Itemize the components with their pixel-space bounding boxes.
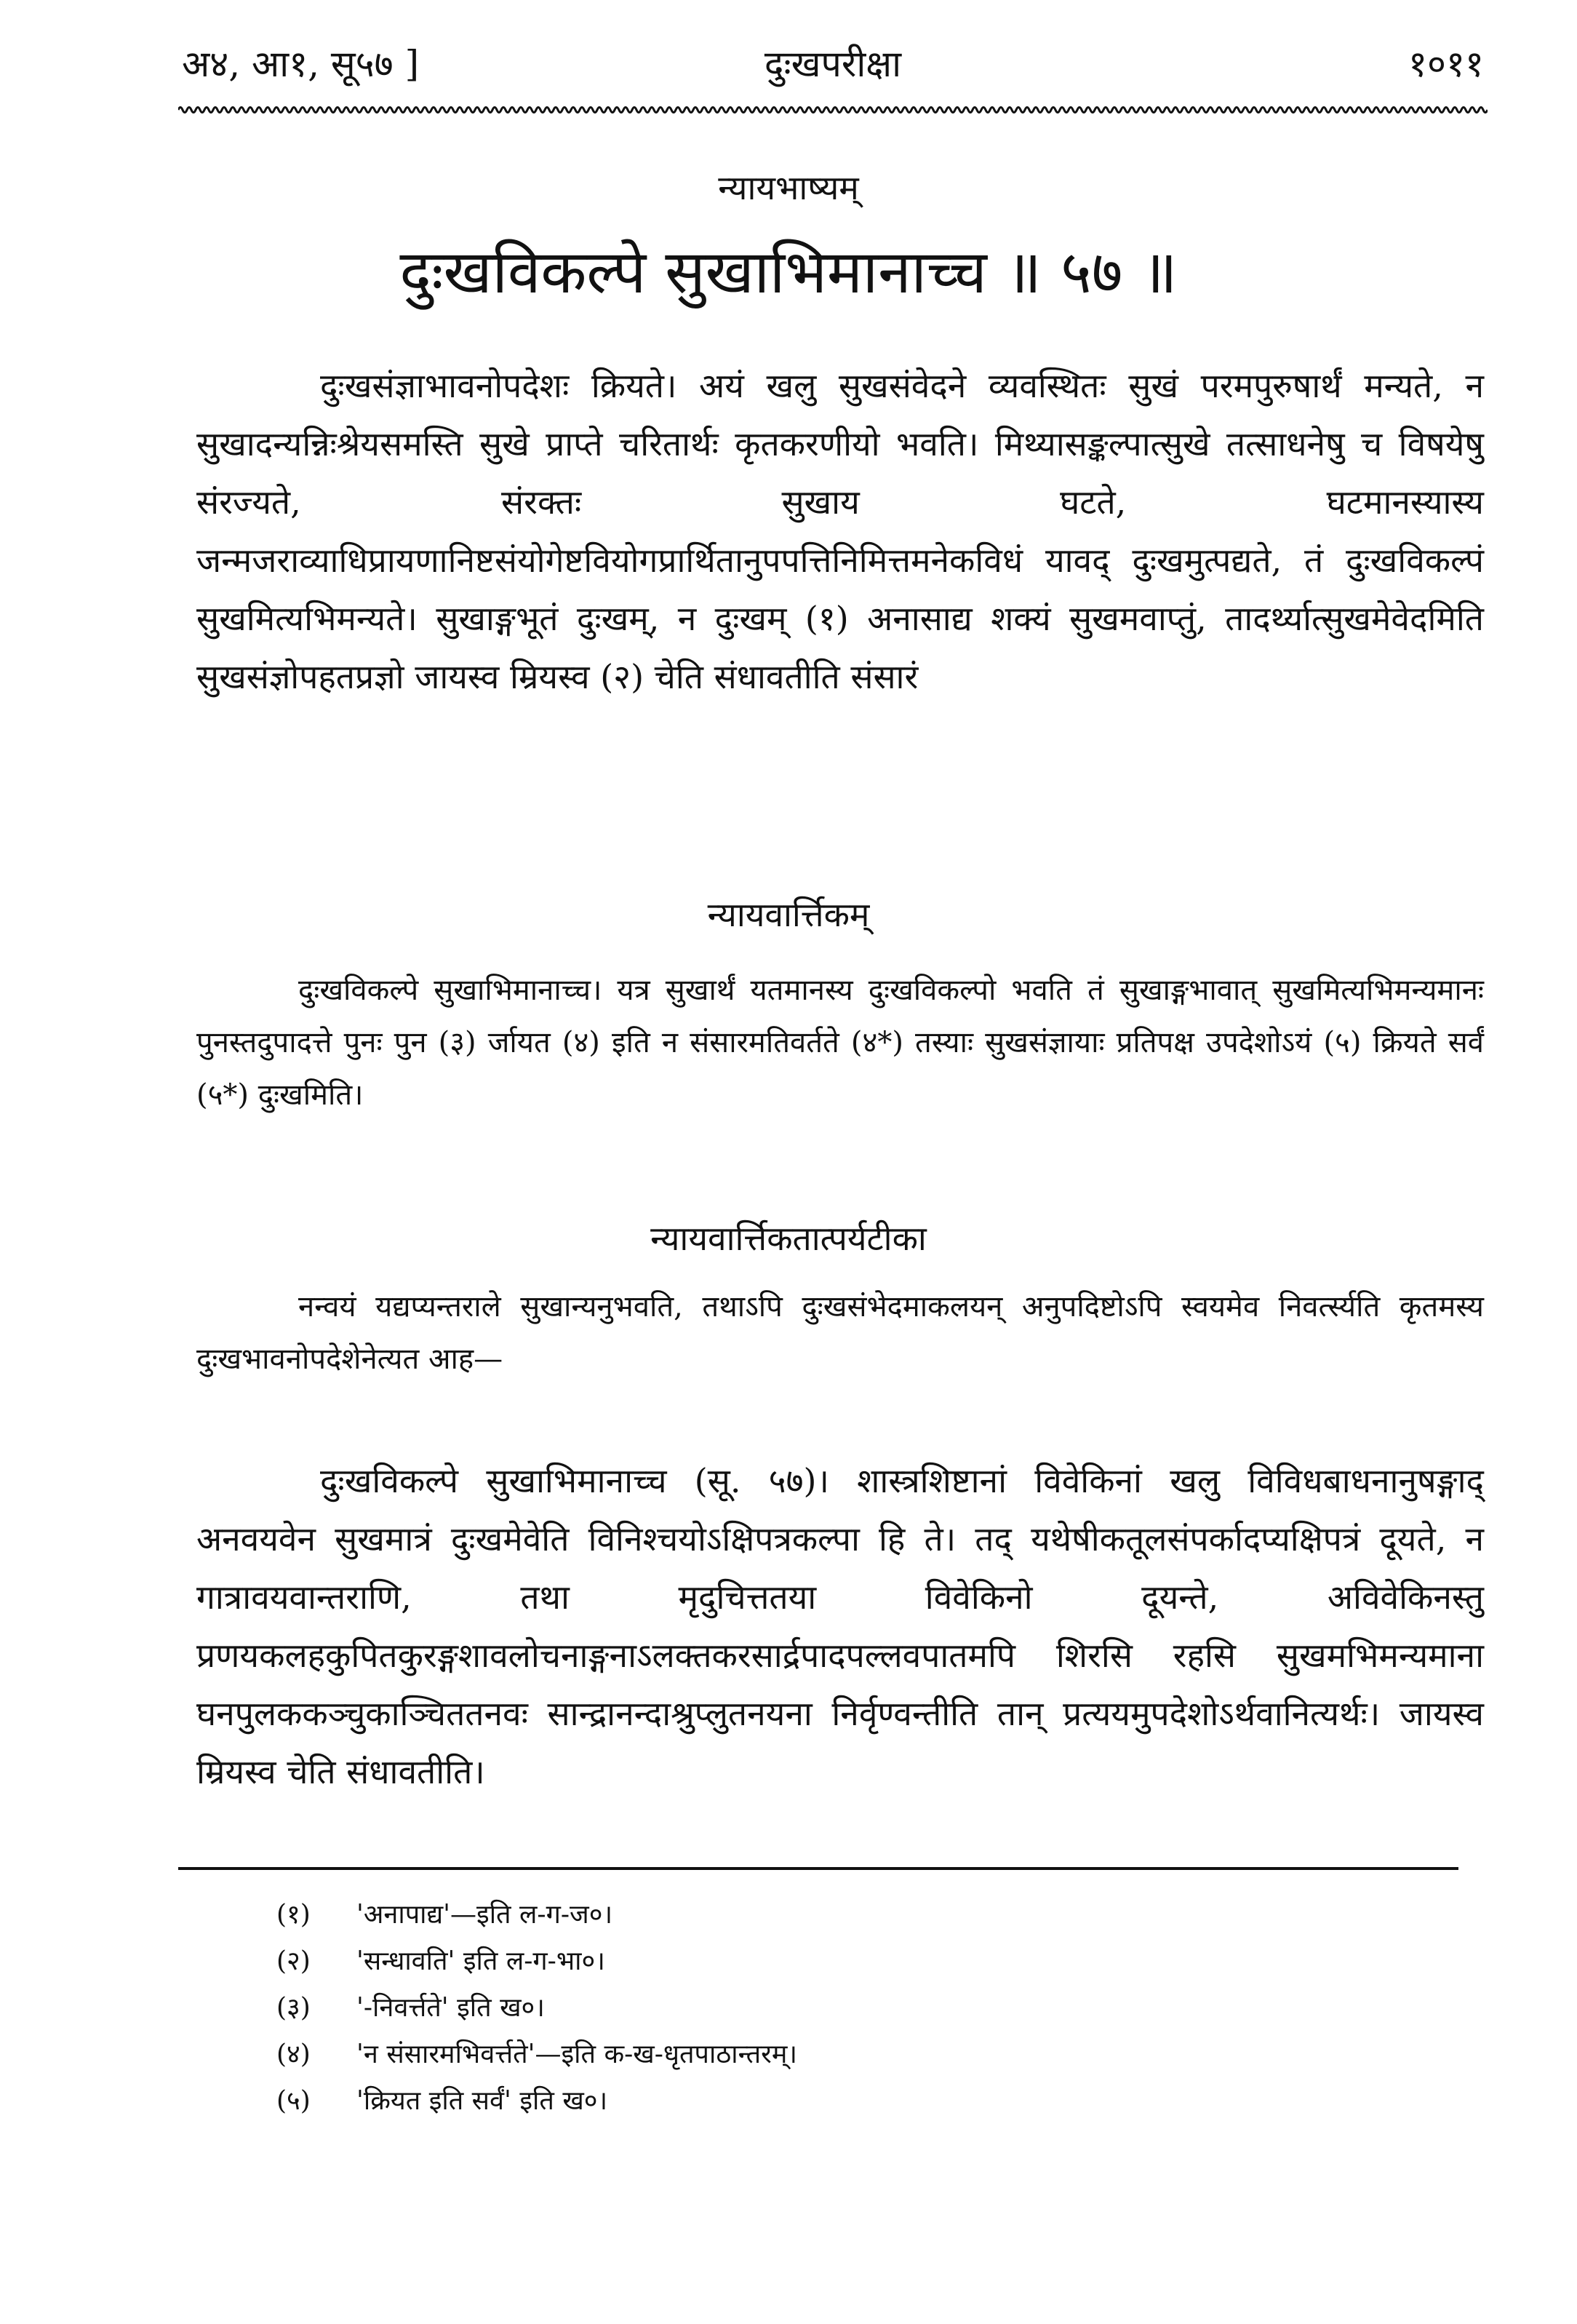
tika-main-paragraph: दुःखविकल्पे सुखाभिमानाच्च (सू. ५७)। शास्त्रशिष्टानां विवेकिनां खलु विविधबाधनानुषङ्गाद् अनवयवेन सुखमात्रं दुःखमेवेति विनिश्चयोऽक्षिपत्रकल्पा हि ते। तद् यथेषीकतूलसंपर्कादप्यक्षिपत्रं दूयते, न गात्रावयवान्तराणि, तथा मृदुचित्ततया विवेकिनो दूयन्ते, अविवेकिनस्तु प्रणयकलहकुपितकुरङ्गशावलोचनाङ्गनाऽलक्तकरसार्द्रपादपल्लवपातमपि शिरसि रहसि सुखमभिमन्यमाना घनपुलककञ्चुकाञ्चिततनवः सान्द्रानन्दाश्रुप्लुतनयना निर्वृण्वन्तीति तान् प्रत्ययमुपदेशोऽर्थवानित्यर्थः। जायस्व म्रियस्व चेति संधावतीति। xyxy=(196,1461,1484,1791)
bhashya-paragraph: दुःखसंज्ञाभावनोपदेशः क्रियते। अयं खलु सुखसंवेदने व्यवस्थितः सुखं परमपुरुषार्थं मन्यते, न सुखादन्यन्निःश्रेयसमस्ति सुखे प्राप्ते चरितार्थः कृतकरणीयो भवति। मिथ्यासङ्कल्पात्सुखे तत्साधनेषु च विषयेषु संरज्यते, संरक्तः सुखाय घटते, घटमानस्यास्य जन्मजराव्याधिप्रायणानिष्टसंयोगेष्टवियोगप्रार्थितानुपपत्तिनिमित्तमनेकविधं यावद् दुःखमुत्पद्यते, तं दुःखविकल्पं सुखमित्यभिमन्यते। सुखाङ्गभूतं दुःखम्, न दुःखम् (१) अनासाद्य शक्यं सुखमवाप्तुं, तादर्थ्यात्सुखमेवेदमिति सुखसंज्ञोपहतप्रज्ञो जायस्व म्रियस्व (२) चेति संधावतीति संसारं xyxy=(196,366,1484,696)
footnote-number: (३) xyxy=(276,1993,311,2023)
vartika-paragraph: दुःखविकल्पे सुखाभिमानाच्च। यत्र सुखार्थं यतमानस्य दुःखविकल्पो भवति तं सुखाङ्गभावात् सुखमित्यभिमन्यमानः पुनस्तदुपादत्ते पुनः पुन (३) र्जायत (४) इति न संसारमतिवर्तते (४*) तस्याः सुखसंज्ञायाः प्रतिपक्ष उपदेशोऽयं (५) क्रियते सर्वं (५*) दुःखमिति। xyxy=(196,974,1484,1112)
footnote-item xyxy=(276,2078,1368,2125)
section-title-nyaya-bhashya: न्यायभाष्यम् xyxy=(718,168,859,207)
page-number: १०११ xyxy=(1408,43,1484,85)
footnote-number: (२) xyxy=(276,1946,311,1976)
footnote-text: '-निवर्त्तते' इति ख०। xyxy=(356,1993,545,2023)
footnote-text: 'क्रियत इति सर्वं' इति ख०। xyxy=(356,2086,608,2116)
tika-main-commentary xyxy=(196,1452,1484,1801)
footnote-text: 'न संसारमभिवर्त्तते'—इति क-ख-धृतपाठान्तरम्। xyxy=(356,2040,798,2069)
footnote-text: 'अनापाद्य'—इति ल-ग-ज०। xyxy=(356,1900,613,1930)
tika-intro-paragraph: नन्वयं यद्यप्यन्तराले सुखान्यनुभवति, तथाऽपि दुःखसंभेदमाकलयन् अनुपदिष्टोऽपि स्वयमेव निवर्त्स्यति कृतमस्य दुःखभावनोपदेशेनेत्यत आह— xyxy=(196,1290,1484,1376)
footnote-item xyxy=(276,2031,1368,2078)
bhashya-commentary xyxy=(196,357,1484,706)
header-reference: अ४, आ१, सू५७ ] xyxy=(182,43,420,85)
footnote-separator xyxy=(178,1867,1458,1870)
header-wavy-rule xyxy=(178,102,1488,118)
section-title-tatparya-tika: न्यायवार्त्तिकतात्पर्यटीका xyxy=(650,1219,927,1258)
section-title-nyaya-vartika: न्यायवार्त्तिकम् xyxy=(707,895,870,934)
footnote-number: (१) xyxy=(276,1900,311,1930)
tika-commentary xyxy=(196,1281,1484,1385)
sutra-heading: दुःखविकल्पे सुखाभिमानाच्च ॥ ५७ ॥ xyxy=(399,238,1178,307)
footnote-item xyxy=(276,1938,1368,1985)
vartika-commentary xyxy=(196,964,1484,1121)
footnote-text: 'सन्धावति' इति ल-ग-भा०। xyxy=(356,1946,605,1976)
header-chapter-title: दुःखपरीक्षा xyxy=(764,43,902,85)
footnote-number: (५) xyxy=(276,2086,311,2116)
footnote-item xyxy=(276,1985,1368,2031)
footnote-item xyxy=(276,1892,1368,1938)
footnote-number: (४) xyxy=(276,2040,311,2069)
running-header xyxy=(182,35,1484,93)
footnotes xyxy=(276,1892,1368,2125)
